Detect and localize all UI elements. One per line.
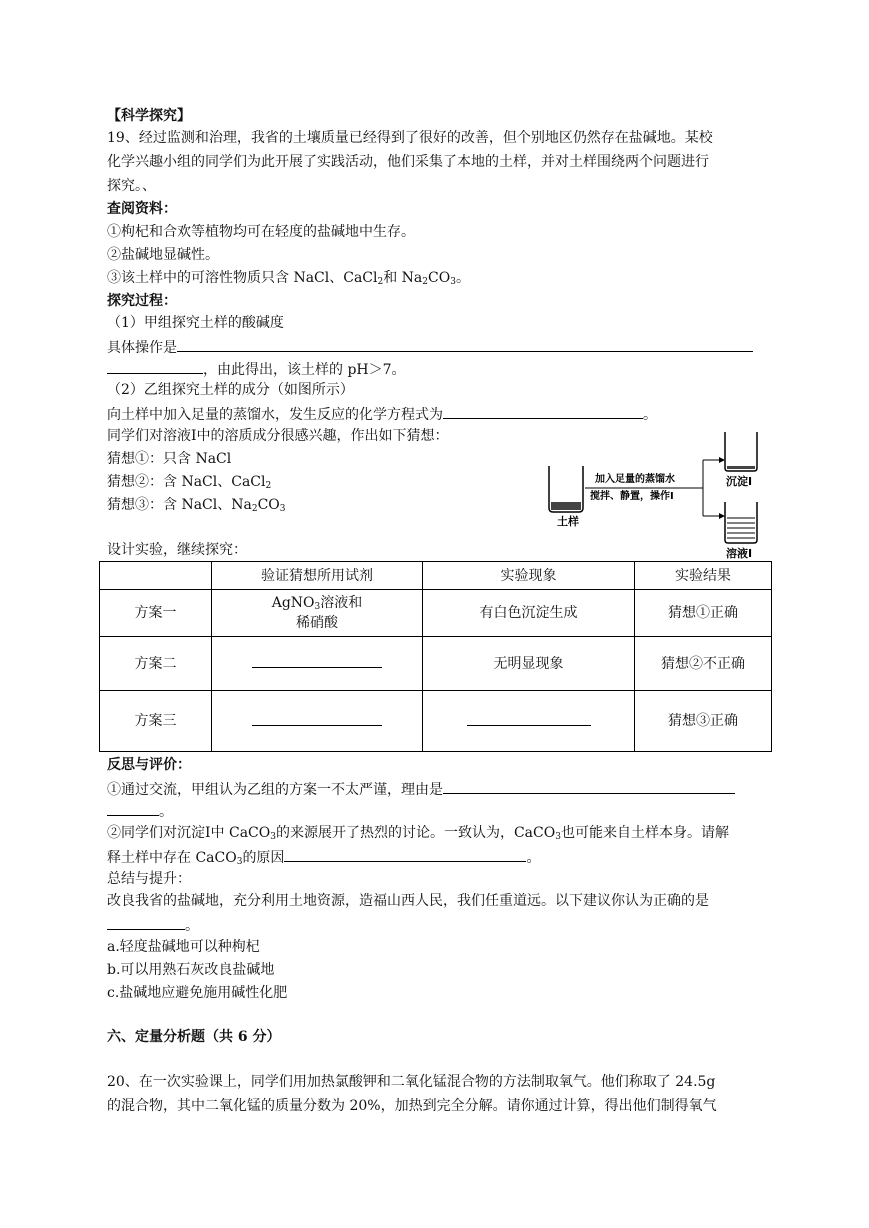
material-2: ②盐碱地显碱性。	[107, 247, 219, 263]
material-3: ③该土样中的可溶性物质只含 NaCl、CaCl$_2$和 $Na_2CO_3$。	[107, 270, 470, 287]
reflect-2: ②同学们对沉淀Ⅰ中 CaCO$_3$的来源展开了热烈的讨论。一致认为，CaCO$_3$也可能来自土样本身。请解	[107, 825, 729, 842]
answer-blank[interactable]	[443, 403, 643, 419]
solution-label: 溶液Ⅰ	[726, 547, 753, 560]
reagent-cell	[212, 691, 423, 752]
precipitate-label: 沉淀Ⅰ	[726, 475, 753, 488]
answer-blank[interactable]	[107, 914, 185, 930]
result-cell: 猜想③正确	[635, 691, 772, 752]
solution-beaker	[725, 502, 757, 543]
phenomenon-cell: 有白色沉淀生成	[423, 590, 635, 637]
arrow-top-label: 加入足量的蒸馏水	[595, 474, 675, 485]
materials-heading: 查阅资料：	[107, 201, 177, 217]
table-row	[100, 637, 772, 691]
plan-name: 方案一	[100, 590, 212, 637]
experiment-figure	[545, 430, 775, 562]
table-header-row	[100, 562, 772, 590]
reagent-cell	[212, 637, 423, 691]
option-b: b.可以用熟石灰改良盐碱地	[107, 962, 275, 978]
answer-blank[interactable]	[107, 800, 159, 816]
answer-blank[interactable]	[467, 711, 591, 726]
step-1: （1）甲组探究土样的酸碱度	[107, 315, 284, 331]
reflect-1: ①通过交流，甲组认为乙组的方案一不太严谨，理由是	[107, 778, 735, 800]
precipitate-beaker	[725, 432, 757, 471]
reflect-heading: 反思与评价：	[107, 757, 191, 773]
reagent-cell: AgNO$_3$溶液和 稀硝酸	[212, 590, 423, 637]
equation-line: 向土样中加入足量的蒸馏水，发生反应的化学方程式为 。	[107, 403, 657, 425]
design-line: 设计实验，继续探究：	[107, 542, 247, 558]
header-cell: 验证猜想所用试剂	[212, 562, 423, 590]
answer-blank[interactable]	[252, 711, 382, 726]
guess-3: 猜想③：含 NaCl、$Na_2CO_3$	[107, 497, 286, 514]
result-cell: 猜想②不正确	[635, 637, 772, 691]
answer-blank[interactable]	[284, 846, 526, 862]
arrow-bottom-label: 搅拌、静置，操作Ⅰ	[590, 491, 674, 502]
reflect-1-cont: 。	[107, 800, 173, 822]
section-title: 【科学探究】	[107, 108, 191, 124]
header-cell: 实验现象	[423, 562, 635, 590]
q19-intro-line-3: 探究。、	[107, 178, 156, 194]
phenomenon-cell	[423, 691, 635, 752]
reflect-2-cont: 释土样中存在 CaCO$_3$的原因 。	[107, 846, 540, 868]
phenomenon-cell: 无明显现象	[423, 637, 635, 691]
guess-2: 猜想②：含 NaCl、CaCl$_2$	[107, 474, 272, 491]
summary-blank-line: 。	[107, 914, 199, 936]
answer-blank[interactable]	[252, 653, 382, 668]
step-2: （2）乙组探究土样的成分（如图所示）	[107, 382, 354, 398]
summary-heading: 总结与提升：	[107, 871, 191, 887]
process-heading: 探究过程：	[107, 293, 177, 309]
q20-line-2: 的混合物，其中二氧化锰的质量分数为 20%，加热到完全分解。请你通过计算，得出他们制得氧气	[107, 1098, 717, 1114]
q20-line-1: 20、在一次实验课上，同学们用加热氯酸钾和二氧化锰混合物的方法制取氧气。他们称取了 24.5g	[107, 1074, 716, 1090]
soil-beaker	[549, 466, 583, 512]
guess-1: 猜想①：只含 NaCl	[107, 451, 232, 467]
experiment-table	[99, 561, 772, 752]
soil-label: 土样	[557, 515, 579, 528]
interest-line: 同学们对溶液Ⅰ中的溶质成分很感兴趣，作出如下猜想：	[107, 428, 449, 444]
plan-name: 方案三	[100, 691, 212, 752]
option-a: a.轻度盐碱地可以种枸杞	[107, 939, 260, 955]
material-1: ①枸杞和合欢等植物均可在轻度的盐碱地中生存。	[107, 224, 415, 240]
table-row	[100, 590, 772, 637]
summary-line: 改良我省的盐碱地，充分利用土地资源，造福山西人民，我们任重道远。以下建议你认为正确的是	[107, 893, 709, 909]
section-6-heading: 六、定量分析题（共 6 分）	[107, 1029, 281, 1045]
plan-name: 方案二	[100, 637, 212, 691]
q19-intro-line-1: 19、经过监测和治理，我省的土壤质量已经得到了很好的改善，但个别地区仍然存在盐碱地。某校	[107, 130, 713, 146]
q19-intro-line-2: 化学兴趣小组的同学们为此开展了实践活动，他们采集了本地的土样，并对土样围绕两个问题进行	[107, 154, 709, 170]
arrow-head-icon	[719, 513, 725, 519]
option-c: c.盐碱地应避免施用碱性化肥	[107, 985, 288, 1001]
arrow-head-icon	[719, 457, 725, 463]
header-cell: 实验结果	[635, 562, 772, 590]
answer-blank[interactable]	[177, 336, 753, 352]
operation-line-2: ，由此得出，该土样的 pH＞7。	[107, 358, 406, 380]
header-cell	[100, 562, 212, 590]
operation-line: 具体操作是	[107, 336, 753, 358]
table-row	[100, 691, 772, 752]
result-cell: 猜想①正确	[635, 590, 772, 637]
answer-blank[interactable]	[107, 358, 203, 374]
answer-blank[interactable]	[443, 778, 735, 794]
